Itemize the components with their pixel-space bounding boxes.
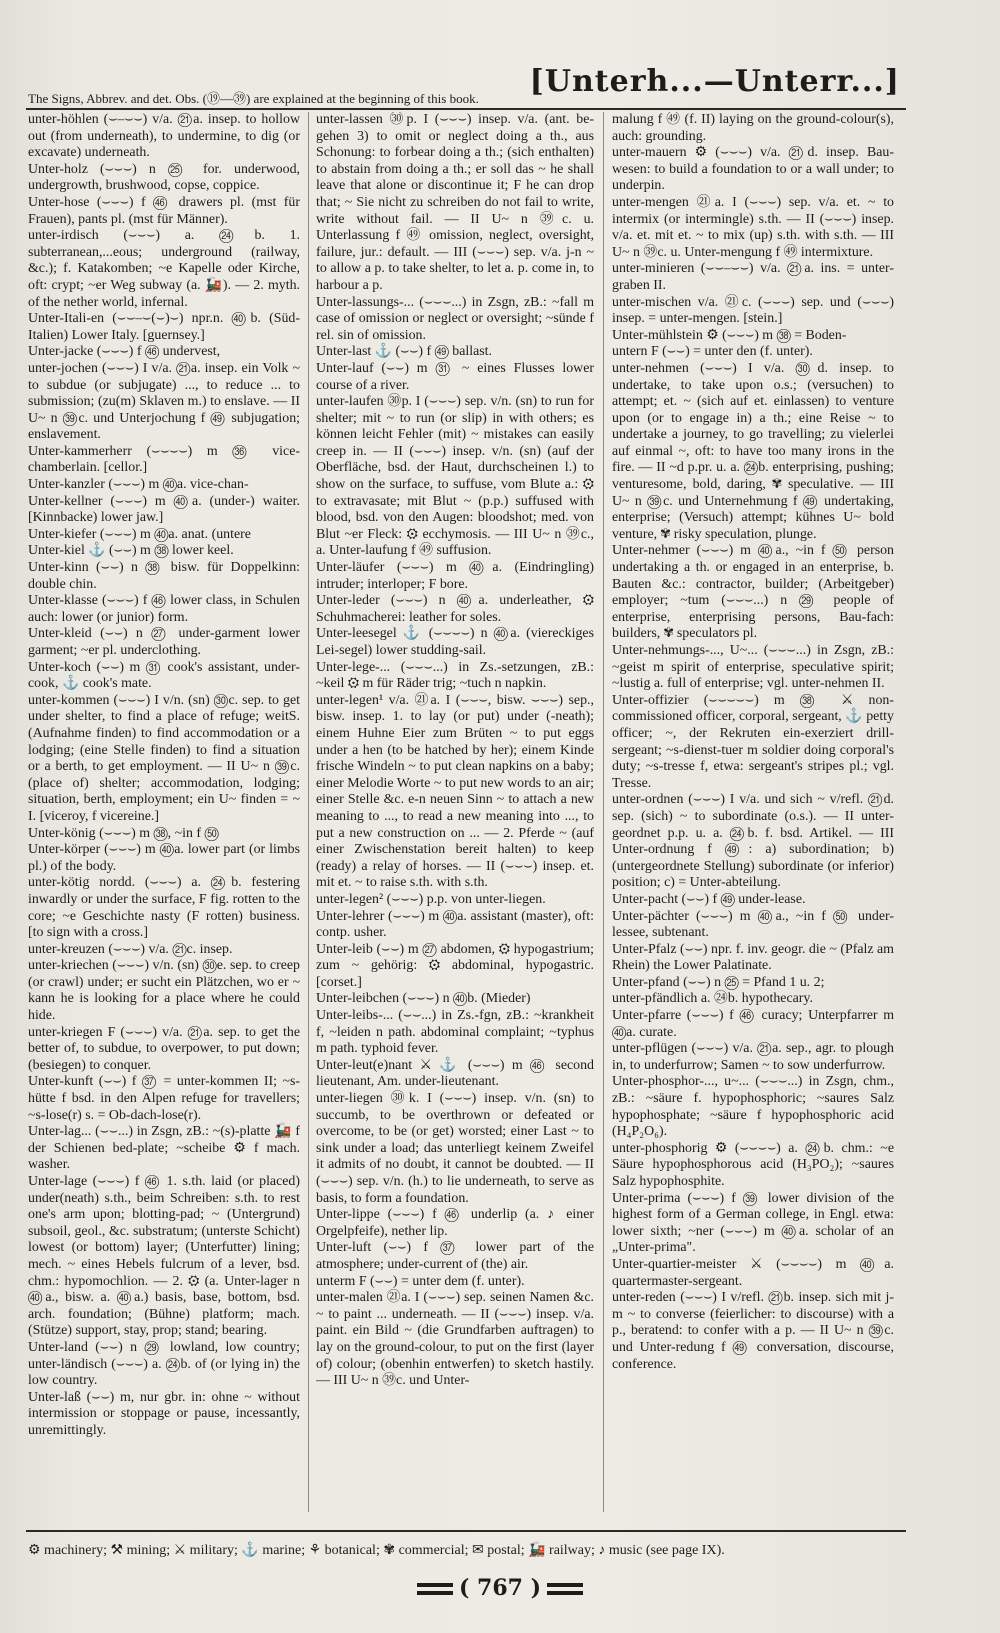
dictionary-entry: Unter-prima (⌣⌣⌣) f ㊴ lower division of the highest form of a German college, in Engl. etwa: lower sixth; ~ner (⌣⌣⌣) m ㊵a. scholar of an „Unter-prima". bbox=[612, 1190, 894, 1256]
dictionary-entry: Unter-pfarre (⌣⌣⌣) f ㊻ curacy; Unterpfarrer m ㊵a. curate. bbox=[612, 1008, 894, 1040]
dictionary-entry: Unter-kammerherr (⌣⌣⌣⌣) m ㊱ vice-chamberlain. [cellor.] bbox=[28, 443, 300, 476]
column-divider bbox=[308, 112, 309, 1512]
dictionary-entry: Unter-lassungs-... (⌣⌣⌣...) in Zsgn, zB.: ~fall m case of omission or neglect or oversight; ~sünde f rel. sin of omission. bbox=[316, 294, 594, 343]
dictionary-entry: unter-kötig nordd. (⌣⌣⌣) a. ㉔b. festering inwardly or under the surface, F fig. rotten to the core; ~e Geschichte nasty (F rotten) business. [to sign with a cross.] bbox=[28, 875, 300, 941]
column-1 bbox=[28, 112, 300, 1517]
dictionary-entry: unter-legen² (⌣⌣⌣) p.p. von unter-liegen. bbox=[316, 891, 546, 907]
dictionary-entry: Unter-kinn (⌣⌣) n ㊳ bisw. für Doppelkinn: double chin. bbox=[28, 560, 300, 592]
dictionary-entry: Unter-Itali-en (⌣⌣–⌣(⌣)⌣) npr.n. ㊵b. (Süd-Italien) Lower Italy. [guernsey.] bbox=[28, 311, 300, 343]
dictionary-entry: unter-lassen ㉚p. I (⌣⌣⌣) insep. v/a. (ant. be-gehen 3) to omit or neglect doing a th., aus Schonung: to forbear doing a th.; (sich enthalten) to abstain from doing a th.; er soll das ~ he shall leave that alone or discontinue it; F he can drop that; ~ Sie nicht zu schreiben do not fail to write, write without fail. — II U~ n ㊴c. u. Unterlassung f ㊾ omission, neglect, oversight, failure, jur.: default. — III (⌣⌣⌣) sep. v/a. j-n ~ to allow a p. to take shelter, to let a. p. come in, to harbour a p. bbox=[316, 112, 594, 293]
dictionary-entry: Unter-kanzler (⌣⌣⌣) m ㊵a. vice-chan- bbox=[28, 477, 249, 493]
dictionary-entry: unter-malen ㉑a. I (⌣⌣⌣) sep. seinen Namen &c. ~ to paint ... underneath. — II (⌣⌣⌣) insep. v/a. paint. ein Bild ~ (die Grundfarben auftragen) to lay on the ground-colour, to put on the first (layer of) colour; (obenhin entwerfen) to sketch hastily. — III U~ n ㊴c. und Unter- bbox=[316, 1290, 594, 1389]
header-rule bbox=[26, 108, 906, 110]
dictionary-entry: unter-laufen ㉚p. I (⌣⌣⌣) sep. v/n. (sn) to run for shelter; mit ~ to run (or slip) in with others; es können leicht Fehler (mit) ~ mistakes can easily creep in. — II (⌣⌣⌣) insep. v/n. (sn) (auf der Oberfläche, bsd. der Haut, durchscheinen l.) to show on the surface, to suffuse, vom Blute a.: ⚙ to extravasate; mit Blut ~ (p.p.) suffused with blood, bsd. von den Augen: bloodshot; med. von Blut ~er Fleck: ⚙ ecchymosis. — III U~ n ㊴c., a. Unter-laufung f ㊾ suffusion. bbox=[316, 394, 594, 559]
dictionary-entry: Unter-lage (⌣⌣⌣) f ㊻ 1. s.th. laid (or placed) under(neath) s.th., beim Schreiben: s.th. to rest one's arm upon; blotting-pad; ~ (Untergrund) subsoil, geol., &c. substratum; (unterste Schicht) lowest (or bottom) layer; (Unterfutter) lining; mech. ~ eines Hebels fulcrum of a lever, bsd. chm.: hypomochlion. — 2. ⚙ (a. Unter-lager n ㊵a., bisw. a. ㊵a.) basis, base, bottom, bsd. arch. foundation; (Bühne) platform; mach. (Stütze) support, stay, prop; stand; bearing. bbox=[28, 1174, 300, 1339]
footer-rule bbox=[26, 1530, 906, 1532]
header-note: The Signs, Abbrev. and det. Obs. (⑲—㊴) are explained at the beginning of this book. bbox=[28, 91, 479, 106]
dictionary-entry: Unter-nehmer (⌣⌣⌣) m ㊵a., ~in f ㊿ person undertaking a th. or engaged in an enterprise, b. Bauten &c.: contractor, builder; (Arbeitgeber) employer; ~tum (⌣⌣⌣...) n ㉙ people of enterprise, enterprising persons, Bau-fach: builders, ✾ speculators pl. bbox=[612, 543, 894, 642]
dictionary-entry: Unter-kleid (⌣⌣) n ㉗ under-garment lower garment; ~er pl. underclothing. bbox=[28, 626, 300, 658]
column-2 bbox=[316, 112, 594, 1517]
dictionary-entry: unter-reden (⌣⌣⌣) I v/refl. ㉑b. insep. sich mit j-m ~ to converse (feierlicher: to discourse) with a p., beratend: to confer with a p. — II U~ n ㊴c. und Unter-redung f ㊾ conversation, discourse, conference. bbox=[612, 1290, 894, 1372]
dictionary-entry: Unter-pächter (⌣⌣⌣) m ㊵a., ~in f ㊿ under-lessee, subtenant. bbox=[612, 908, 894, 941]
dictionary-entry: Unter-leibchen (⌣⌣⌣) n ㊵b. (Mieder) bbox=[316, 991, 531, 1007]
dictionary-entry: Unter-offizier (⌣⌣⌣⌣⌣) m ㊳ ⚔ non-commissioned officer, corporal, sergeant, ⚓ petty officer; ~, der Rekruten ein-exerziert drill-sergeant; ~s-dienst-tuer m soldier doing corporal's duty; ~s-tresse f, etwa: sergeant's stripes pl.; vgl. Tresse. bbox=[612, 692, 894, 791]
dictionary-entry: unter-kommen (⌣⌣⌣) I v/n. (sn) ㉚c. sep. to get under shelter, to find a place of refuge; weitS. (Aufnahme finden) to find accommodation or a lodging; (eine Stelle finden) to find a situation or a berth, to get employment. — II U~ n ㊴c. (place of) shelter; accommodation, lodging; situation, berth, employment; ein U~ finden = ~ I. [viceroy, f vicereine.] bbox=[28, 692, 300, 824]
page-header bbox=[26, 62, 906, 106]
dictionary-entry: Unter-leibs-... (⌣⌣...) in Zs.-fgn, zB.: ~krankheit f, ~leiden n path. abdominal complaint; ~typhus m path. typhoid fever. bbox=[316, 1008, 594, 1057]
dictionary-entry: Unter-läufer (⌣⌣⌣) m ㊵a. (Eindringling) intruder; interloper; F bore. bbox=[316, 560, 594, 592]
symbol-legend: ⚙ machinery; ⚒ mining; ⚔ military; ⚓ marine; ⚘ botanical; ✾ commercial; ✉ postal; 🚂 railway; ♪ music (see page IX). bbox=[28, 1543, 725, 1558]
dictionary-entry: Unter-lege-... (⌣⌣⌣...) in Zs.-setzungen, zB.: ~keil ⚙ m für Räder trig; ~tuch n napkin. bbox=[316, 659, 594, 692]
dictionary-entry: Unter-pacht (⌣⌣) f ㊾ under-lease. bbox=[612, 891, 806, 907]
dictionary-entry: unter-mengen ㉑a. I (⌣⌣⌣) sep. v/a. et. ~ to intermix (or intermingle) s.th. — II (⌣⌣⌣) insep. v/a. et. mit et. ~ to mix (up) s.th. with s.th. — III U~ n ㊴c. u. Unter-mengung f ㊾ intermixture. bbox=[612, 194, 894, 260]
page-title: [Unterh...—Unterr...] bbox=[529, 64, 900, 99]
dictionary-entry: Unter-pfand (⌣⌣) n ㉕ = Pfand 1 u. 2; bbox=[612, 974, 825, 990]
dictionary-entry: Unter-hose (⌣⌣⌣) f ㊻ drawers pl. (mst für Frauen), pants pl. (mst für Männer). bbox=[28, 194, 300, 227]
page-number-ornament bbox=[547, 1583, 583, 1595]
dictionary-entry: Unter-lauf (⌣⌣) m ㉛ ~ eines Flusses lower course of a river. bbox=[316, 360, 594, 393]
dictionary-entry: Unter-lag... (⌣⌣...) in Zsgn, zB.: ~(s)-platte 🚂 f der Schienen bed-plate; ~scheibe ⚙ f mach. washer. bbox=[28, 1124, 300, 1173]
dictionary-entry: malung f ㊾ (f. II) laying on the ground-colour(s), auch: grounding. bbox=[612, 112, 894, 144]
dictionary-entry: unter-jochen (⌣⌣⌣) I v/a. ㉑a. insep. ein Volk ~ to subdue (or subjugate) ..., to reduce ... to submission; (zu(m) Sklaven m.) to enslave. — II U~ n ㊴c. und Unterjochung f ㊾ subjugation; enslavement. bbox=[28, 360, 300, 443]
dictionary-entry: Unter-kiel ⚓ (⌣⌣) m ㊳ lower keel. bbox=[28, 543, 234, 559]
dictionary-entry: Unter-leut(e)nant ⚔ ⚓ (⌣⌣⌣) m ㊻ second lieutenant, Am. under-lieutenant. bbox=[316, 1057, 594, 1090]
dictionary-entry: Unter-leesegel ⚓ (⌣⌣⌣⌣) n ㊵a. (viereckiges Lei-segel) lower studding-sail. bbox=[316, 626, 594, 658]
dictionary-entry: unter-pfändlich a. ㉔b. hypothecary. bbox=[612, 991, 813, 1007]
dictionary-entry: Unter-lehrer (⌣⌣⌣) m ㊵a. assistant (master), oft: contp. usher. bbox=[316, 908, 594, 941]
dictionary-entry: unter-ordnen (⌣⌣⌣) I v/a. und sich ~ v/refl. ㉑d. sep. (sich) ~ to subordinate (o.s.). — II unter-geordnet p.p. u. a. ㉔b. f. bsd. Artikel. — III Unter-ordnung f ㊾: a) subordination; b) (untergeordnete Stellung) subordinate (or inferior) position; c) = Unter-abteilung. bbox=[612, 792, 894, 891]
dictionary-entry: Unter-phosphor-..., u~... (⌣⌣⌣...) in Zsgn, chm., zB.: ~säure f. hypophosphoric; ~saures Salz hypophosphate; ~säure f hypophosphoric acid (H₄P₂O₆). bbox=[612, 1074, 894, 1140]
dictionary-entry: unter-kriegen F (⌣⌣⌣) v/a. ㉑a. sep. to get the better of, to subdue, to overpower, to put down; (besiegen) to conquer. bbox=[28, 1024, 300, 1073]
dictionary-entry: unter-mauern ⚙ (⌣⌣⌣) v/a. ㉑d. insep. Bau-wesen: to build a foundation to or a wall under; to underpin. bbox=[612, 145, 894, 194]
dictionary-entry: unter-phosphorig ⚙ (⌣⌣⌣⌣) a. ㉔b. chm.: ~e Säure hypophosphorous acid (H₃PO₂); ~saures Salz hypophosphite. bbox=[612, 1140, 894, 1189]
column-3 bbox=[612, 112, 894, 1517]
dictionary-entry: unter-mischen v/a. ㉑c. (⌣⌣⌣) sep. und (⌣⌣⌣) insep. = unter-mengen. [stein.] bbox=[612, 294, 894, 327]
dictionary-entry: unter-irdisch (⌣⌣⌣) a. ㉔b. 1. subterranean,...eous; underground (railway, &c.); f. Katakomben; ~e Kapelle oder Kirche, oft: crypt; ~er Weg subway (a. 🚂). — 2. myth. of the nether world, infernal. bbox=[28, 228, 300, 310]
dictionary-entry: Unter-jacke (⌣⌣⌣) f ㊻ undervest, bbox=[28, 344, 221, 360]
column-divider bbox=[603, 112, 604, 1512]
dictionary-entry: unter-pflügen (⌣⌣⌣) v/a. ㉑a. sep., agr. to plough in, to underfurrow; Samen ~ to sow underfurrow. bbox=[612, 1041, 894, 1073]
dictionary-entry: Unter-land (⌣⌣) n ㉙ lowland, low country; unter-ländisch (⌣⌣⌣) a. ㉔b. of (or lying in) the low country. bbox=[28, 1339, 300, 1389]
page-number bbox=[400, 1575, 600, 1601]
dictionary-entry: Unter-klasse (⌣⌣⌣) f ㊻ lower class, in Schulen auch: lower (or junior) form. bbox=[28, 593, 300, 625]
dictionary-entry: unter-nehmen (⌣⌣⌣) I v/a. ㉚d. insep. to undertake, to take upon o.s.; (versuchen) to attempt; et. ~ (sich auf et. einlassen) to venture upon (or to engage in) a th.; eine Reise ~ to undertake a journey, to go travelling; zu vielerlei auf einmal ~, oft: to have too many irons in the fire. — II ~d p.pr. u. a. ㉔b. enterprising, pushing; venturesome, bold, daring, ✾ speculative. — III U~ n ㊴c. und Unternehmung f ㊾ undertaking, enterprise; (Versuch) attempt; kühnes U~ bold venture, ✾ risky speculation, plunge. bbox=[612, 360, 894, 542]
dictionary-entry: Unter-könig (⌣⌣⌣) m ㊳, ~in f ㊿ bbox=[28, 825, 219, 841]
dictionary-entry: unter-kreuzen (⌣⌣⌣) v/a. ㉑c. insep. bbox=[28, 941, 233, 957]
dictionary-entry: Unter-last ⚓ (⌣⌣) f ㊾ ballast. bbox=[316, 344, 492, 360]
dictionary-entry: Unter-leib (⌣⌣) m ㉗ abdomen, ⚙ hypogastrium; zum ~ gehörig: ⚙ abdominal, hypogastric. [corset.] bbox=[316, 941, 594, 990]
dictionary-entry: unter-kriechen (⌣⌣⌣) v/n. (sn) ㉚e. sep. to creep (or crawl) under; er sucht ein Plätzchen, wo er ~ kann he is looking for a place where he could hide. bbox=[28, 958, 300, 1024]
dictionary-entry: Unter-körper (⌣⌣⌣) m ㊵a. lower part (or limbs pl.) of the body. bbox=[28, 842, 300, 874]
dictionary-entry: unter-liegen ㉚k. I (⌣⌣⌣) insep. v/n. (sn) to succumb, to be overthrown or defeated or overcome, to be (or get) worsted; einer Last ~ to sink under a load; das unterliegt keinem Zweifel it admits of no doubt, it cannot be doubted. — II (⌣⌣⌣) sep. v/n. (h.) to lie underneath, to serve as basis, to form a foundation. bbox=[316, 1091, 594, 1206]
dictionary-entry: Unter-lippe (⌣⌣⌣) f ㊻ underlip (a. ♪ einer Orgelpfeife), nether lip. bbox=[316, 1207, 594, 1239]
dictionary-entry: untern F (⌣⌣) = unter den (f. unter). bbox=[612, 344, 813, 360]
page-number-ornament bbox=[417, 1583, 453, 1595]
dictionary-entry: unterm F (⌣⌣) = unter dem (f. unter). bbox=[316, 1273, 525, 1289]
dictionary-entry: Unter-kiefer (⌣⌣⌣) m ㊵a. anat. (untere bbox=[28, 526, 251, 542]
dictionary-entry: Unter-kunft (⌣⌣) f ㊲ = unter-kommen II; ~s-hütte f bsd. in den Alpen refuge for travellers; ~s-lose(r) s. = Ob-dach-lose(r). bbox=[28, 1074, 300, 1123]
dictionary-entry: Unter-mühlstein ⚙ (⌣⌣⌣) m ㊳ = Boden- bbox=[612, 327, 847, 343]
dictionary-entry: Unter-leder (⌣⌣⌣) n ㊵a. underleather, ⚙ Schuhmacherei: leather for soles. bbox=[316, 593, 594, 625]
dictionary-entry: Unter-kellner (⌣⌣⌣) m ㊵a. (under-) waiter. [Kinnbacke) lower jaw.] bbox=[28, 493, 300, 526]
page-number-text: ( 767 ) bbox=[458, 1575, 542, 1601]
dictionary-entry: Unter-holz (⌣⌣⌣) n ㉕ for. underwood, undergrowth, brushwood, copse, coppice. bbox=[28, 161, 300, 194]
dictionary-entry: Unter-quartier-meister ⚔ (⌣⌣⌣⌣) m ㊵a. quartermaster-sergeant. bbox=[612, 1256, 894, 1289]
dictionary-entry: Unter-laß (⌣⌣) m, nur gbr. in: ohne ~ without intermission or stoppage or pause, incessantly, unremittingly. bbox=[28, 1389, 300, 1438]
dictionary-entry: Unter-Pfalz (⌣⌣) npr. f. inv. geogr. die ~ (Pfalz am Rhein) the Lower Palatinate. bbox=[612, 941, 894, 974]
dictionary-entry: Unter-koch (⌣⌣) m ㉛ cook's assistant, under-cook, ⚓ cook's mate. bbox=[28, 659, 300, 692]
dictionary-entry: Unter-nehmungs-..., U~... (⌣⌣⌣...) in Zsgn, zB.: ~geist m spirit of enterprise, speculative spirit; ~lustig a. full of enterprise; vgl. unter-nehmen II. bbox=[612, 643, 894, 692]
dictionary-entry: unter-höhlen (⌣–⌣⌣) v/a. ㉑a. insep. to hollow out (from underneath), to undermine, to dig (or excavate) underneath. bbox=[28, 112, 300, 161]
dictionary-entry: Unter-luft (⌣⌣) f ㊲ lower part of the atmosphere; under-current of (the) air. bbox=[316, 1240, 594, 1272]
dictionary-entry: unter-minieren (⌣⌣–⌣⌣) v/a. ㉑a. ins. = unter-graben II. bbox=[612, 261, 894, 293]
dictionary-entry: unter-legen¹ v/a. ㉑a. I (⌣⌣⌣, bisw. ⌣⌣⌣) sep., bisw. insep. 1. to lay (or put) under (-neath); einem Huhne Eier zum Brüten ~ to put eggs under a hen (to be hatched by her); einem Kinde frische Windeln ~ to put clean napkins on a baby; einer Melodie Worte ~ to put new words to an air; einer Stelle &c. e-n neuen Sinn ~ to attach a new meaning to ..., to read a new meaning into ..., to put a new construction on ... — 2. Pferde ~ (auf einer Zwischenstation bereit halten) to keep (ready) a relay of horses. — II (⌣⌣⌣) insep. et. mit et. ~ to raise s.th. with s.th. bbox=[316, 692, 594, 891]
